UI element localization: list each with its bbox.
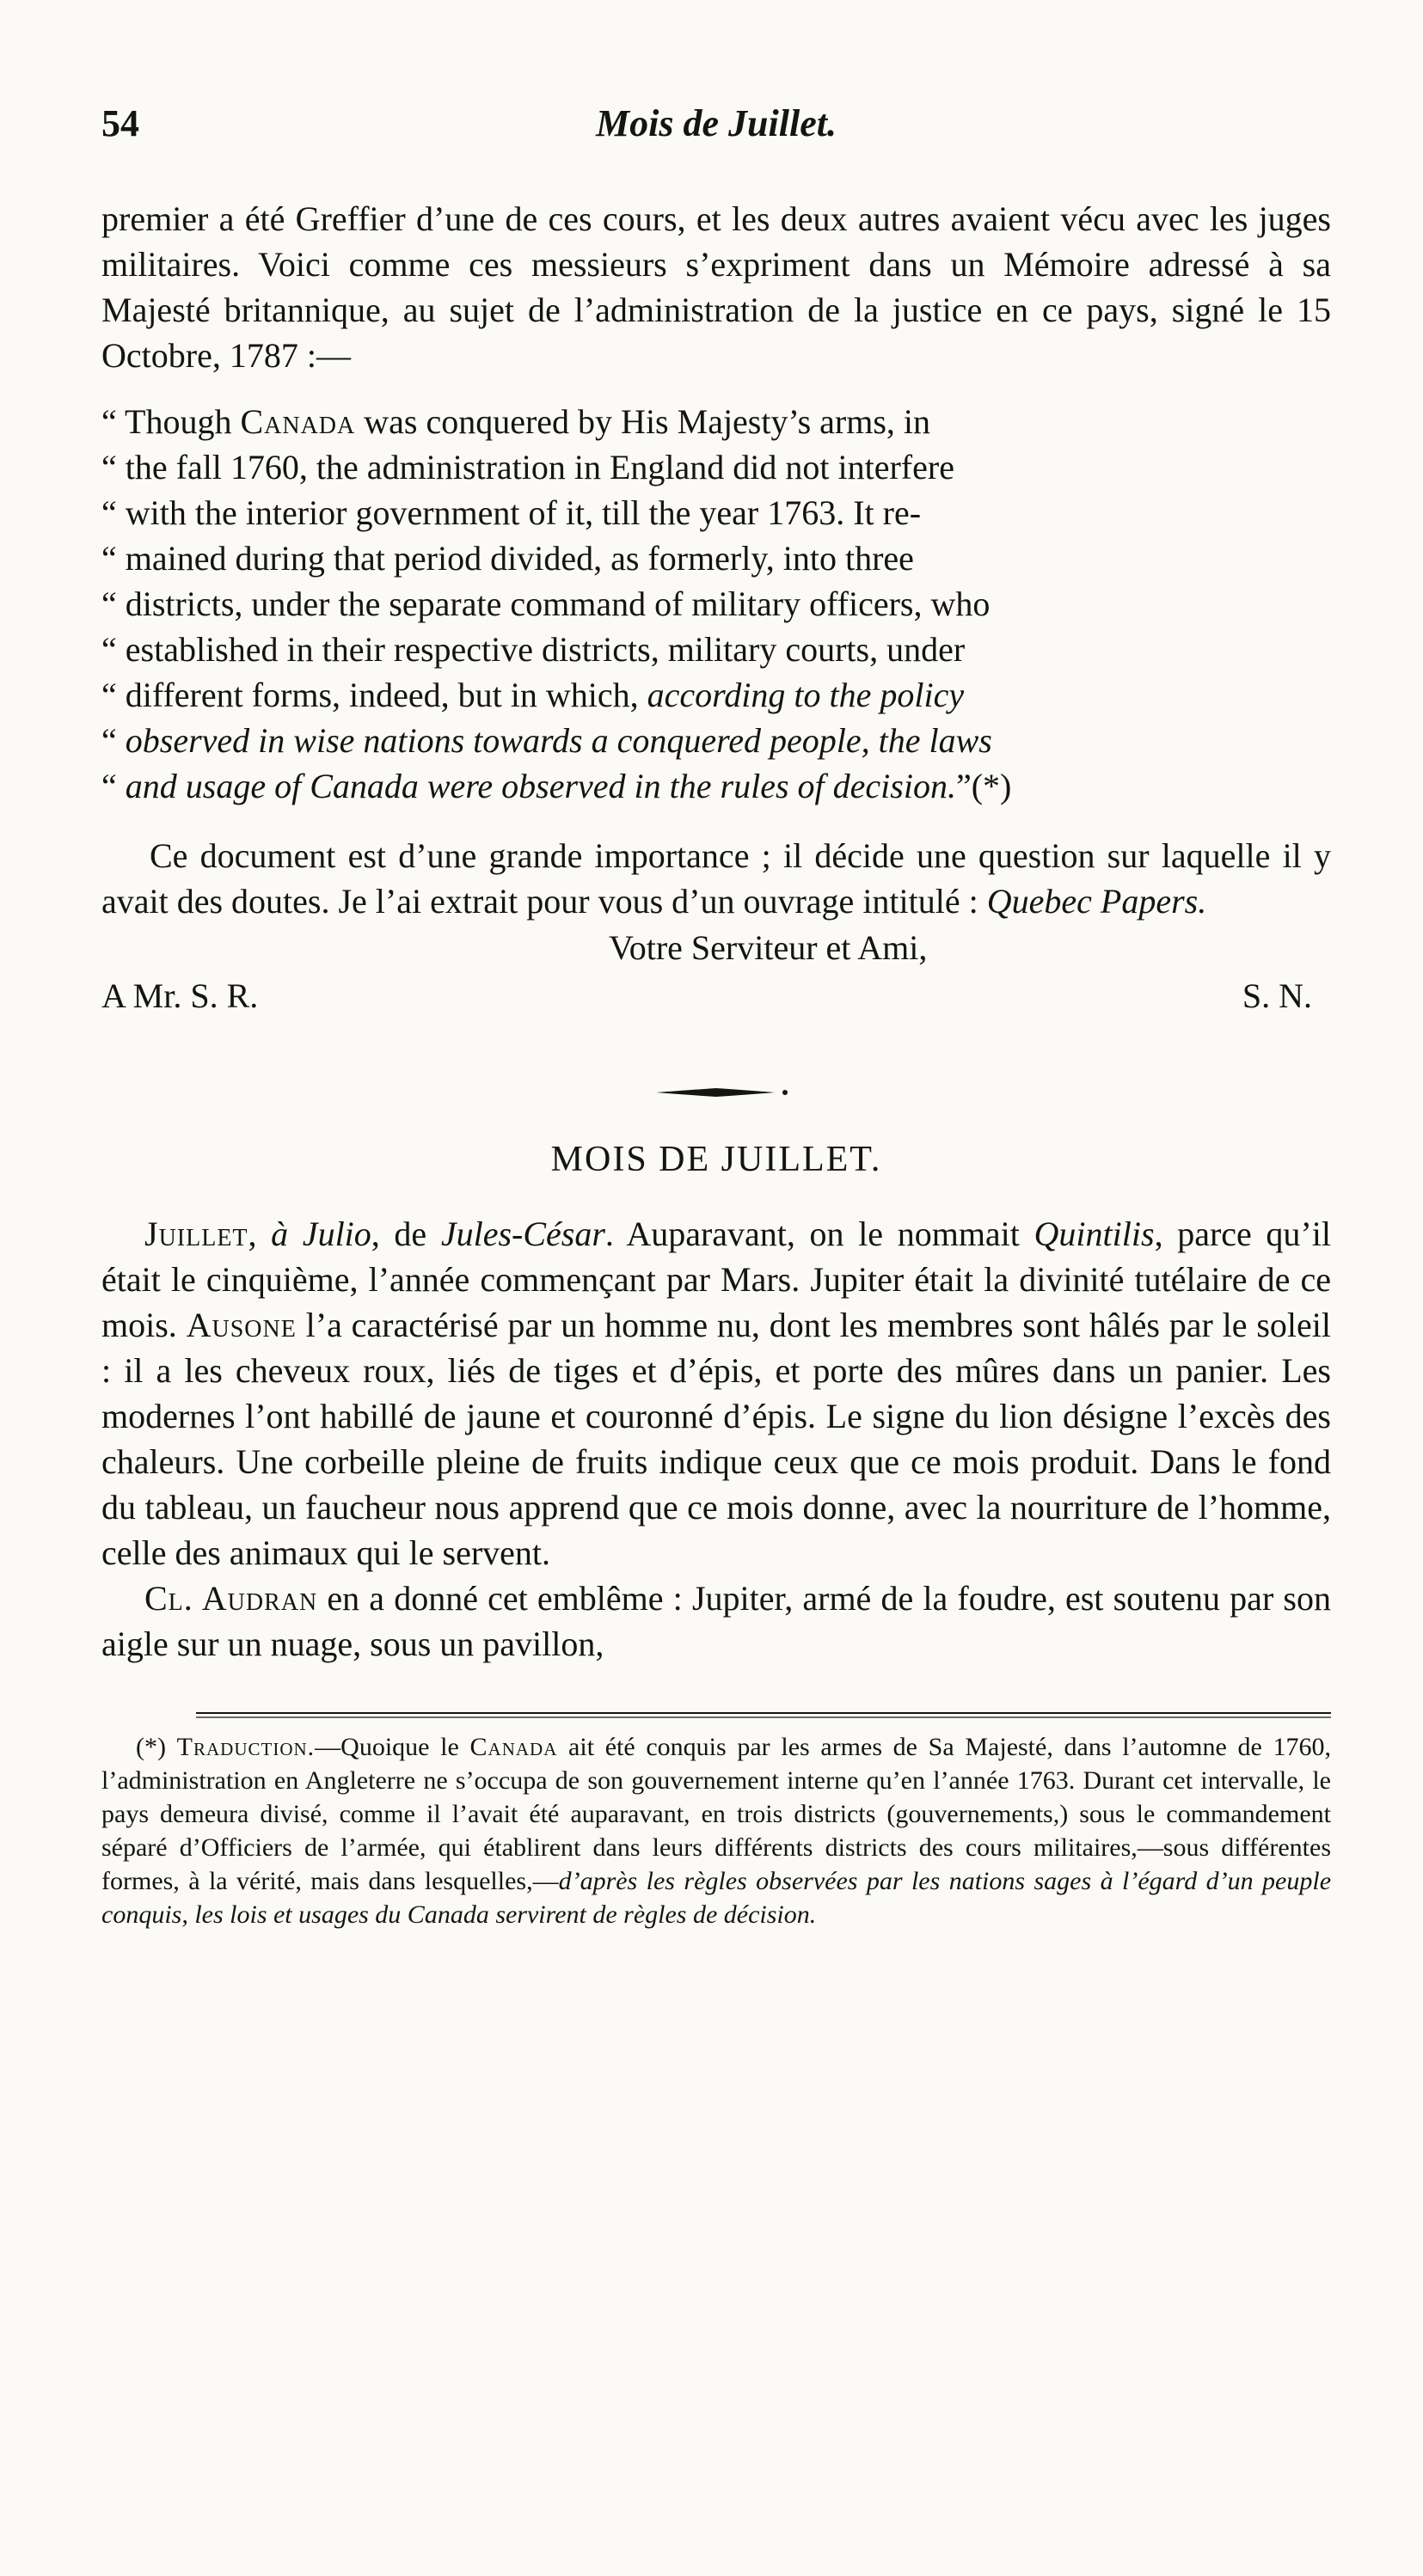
quote-line-8: “ observed in wise nations towards a conquered people, the laws (101, 721, 992, 760)
footnote-rule (101, 1711, 1331, 1720)
page-header (101, 86, 1331, 155)
quote-line-2: “ the fall 1760, the administration in England did not interfere (101, 448, 954, 486)
address-line (101, 972, 1331, 1024)
addressee: A Mr. S. R. (101, 976, 259, 1015)
signature: S. N. (1242, 976, 1312, 1015)
note-paragraph: Ce document est d’une grande importance ; il décide une question sur laquelle il y avait des doutes. Je l’ai extrait pour vous d’un ouvrage intitulé : Quebec Papers. (101, 836, 1331, 921)
intro-paragraph: premier a été Greffier d’une de ces cours, et les deux autres avaient vécu avec les juges militaires. Voici comme ces messieurs s’expriment dans un Mémoire adressé à sa Majesté britannique, au sujet de l’administration de la justice en ce pays, signé le 15 Octobre, 1787 :— (101, 199, 1331, 375)
footnote: (*) Traduction.—Quoique le Canada ait été conquis par les armes de Sa Majesté, dans l’automne de 1760, l’administration en Angleterre ne s’occupa de son gouvernement interne qu’en l’année 1763. Durant cet intervalle, le pays demeura divisé, comme il l’avait été auparavant, en trois districts (gouvernements,) sous le commandement séparé d’Officiers de l’armée, qui établirent dans leurs différents districts des cours militaires,—sous différentes formes, à la vérité, mais dans lesquelles,—d’après les règles observées par les nations sages à l’égard d’un peuple conquis, les lois et usages du Canada servirent de règles de décision. (101, 1733, 1332, 1929)
quote-line-5: “ districts, under the separate command of military officers, who (101, 584, 991, 623)
section-title: MOIS DE JUILLET. (550, 1140, 882, 1179)
quote-line-4: “ mained during that period divided, as formerly, into three (101, 539, 914, 578)
section-body (101, 1211, 1331, 1667)
book-page (101, 86, 1331, 1931)
section-divider-ornament (101, 1084, 1331, 1101)
page-number: 54 (101, 102, 139, 144)
quote-line-7: “ different forms, indeed, but in which, according to the policy (101, 676, 965, 714)
source-title: Quebec Papers. (986, 882, 1207, 921)
quote-line-6: “ established in their respective districts, military courts, under (101, 630, 966, 669)
closing-salutation: Votre Serviteur et Ami, (609, 928, 928, 967)
quote-line-9: “ and usage of Canada were observed in the rules of decision.”(*) (101, 767, 1012, 805)
quote-line-1: “ Though Canada was conquered by His Majesty’s arms, in (101, 402, 931, 441)
english-quotation (101, 399, 1331, 809)
section-paragraph-1: Juillet, à Julio, de Jules-César. Auparavant, on le nommait Quintilis, parce qu’il était le cinquième, l’année commençant par Mars. Jupiter était la divinité tutélaire de ce mois. Ausone l’a caractérisé par un homme nu, dont les membres sont hâlés par le soleil : il a les cheveux roux, liés de tiges et d’épis, et porte des mûres dans un panier. Les modernes l’ont habillé de jaune et couronné d’épis. Le signe du lion désigne l’excès des chaleurs. Une corbeille pleine de fruits indique ceux que ce mois produit. Dans le fond du tableau, un faucheur nous apprend que ce mois donne, avec la nourriture de l’homme, celle des animaux qui le servent. (101, 1215, 1331, 1572)
quote-line-3: “ with the interior government of it, till the year 1763. It re- (101, 493, 922, 532)
running-title: Mois de Juillet. (596, 102, 837, 144)
section-paragraph-2: Cl. Audran en a donné cet emblême : Jupiter, armé de la foudre, est soutenu par son aigle sur un nuage, sous un pavillon, (101, 1579, 1331, 1663)
